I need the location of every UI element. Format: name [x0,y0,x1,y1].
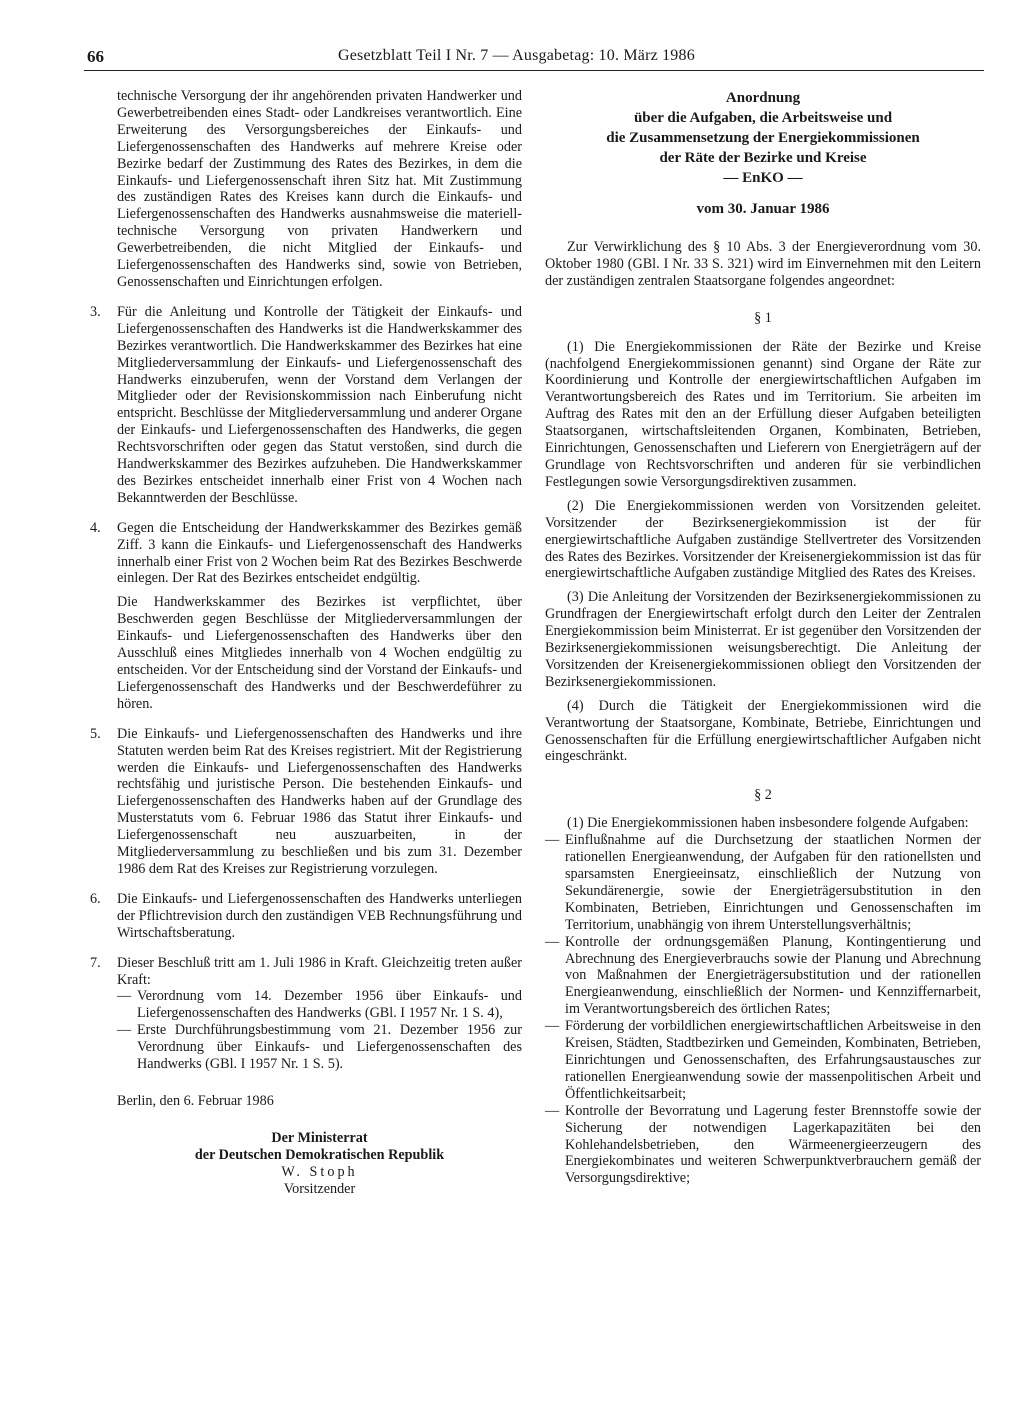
title-line: Anordnung [725,90,801,106]
repealed-text: Erste Durchführungsbestimmung vom 21. Dezember 1956 zur Verordnung über Einkaufs- und Liefergenossenschaften des Handwerks (GBl. I 1957 Nr. 1 S. 5). [137,1022,522,1073]
dash-marker: — [545,933,560,950]
repealed-text: Verordnung vom 14. Dezember 1956 über Einkaufs- und Liefergenossenschaften des Handwerks (GBl. I 1957 Nr. 1 S. 4), [137,988,522,1022]
item-text: Dieser Beschluß tritt am 1. Juli 1986 in Kraft. Gleichzeitig treten außer Kraft: [117,954,522,988]
title-line: über die Aufgaben, die Arbeitsweise und [633,110,893,126]
item-text: Für die Anleitung und Kontrolle der Tätigkeit der Einkaufs- und Liefergenossenschaften des Handwerks ist die Handwerkskammer des Bezirkes verantwortlich. Die Handwerkskammer des Bezirkes hat eine Mitgliederversammlung der Einkaufs- und Liefergenossenschaft des Handwerks einzuberufen, wenn der Vorstand dem Verlangen der Mitglieder oder der Revisionskommission nach Einberufung nicht entspricht. Beschlüsse der Mitgliederversammlung und anderer Organe der Einkaufs- und Liefergenossenschaften des Handwerks, die gegen Rechtsvorschriften oder gegen das Statut verstoßen, sind durch die Handwerkskammer des Bezirkes aufzuheben. Die Handwerkskammer des Bezirkes entscheidet innerhalb einer Frist von 4 Wochen nach Bekanntwerden der Beschlüsse. [117,303,522,506]
signature-block [117,1130,522,1198]
task-text: Förderung der vorbildlichen energiewirtschaftlichen Arbeitsweise in den Kreisen, Städten, Stadtbezirken und Gemeinden, Kombinaten, Betrieben, Einrichtungen und Genossenschaften, des Erfahrungsaustausches zur rationellen Energieanwendung sowie der massenpolitischen Arbeit und Öffentlichkeitsarbeit; [565,1018,981,1102]
item-number: 4. [90,519,101,536]
task-item [545,1103,981,1188]
ordinance-title [545,88,981,188]
section-paragraph: (2) Die Energiekommissionen werden von Vorsitzenden geleitet. Vorsitzender der Bezirksenergiekommission ist der für energiewirtschaftliche Aufgaben zuständige Stellvertreter des Vorsitzenden des Rates des Bezirkes. Vorsitzender der Kreisenergiekommission ist das für energiewirtschaftliche Aufgaben zuständige Mitglied des Rates des Kreises. [545,497,981,582]
signature-role: Vorsitzender [283,1180,356,1197]
item-number: 5. [90,725,101,742]
continued-paragraph: technische Versorgung der ihr angehörenden privaten Handwerker und Gewerbetreibenden eines Stadt- oder Landkreises verantwortlich. Eine Erweiterung des Versorgungsbereiches der Einkaufs- und Liefergenossenschaften des Handwerks auf mehrere Kreise oder Bezirke bedarf der Zustimmung des Rates des Bezirkes, in dem die Einkaufs- und Liefergenossenschaft ihren Sitz hat. Mit Zustimmung des zuständigen Rates des Kreises kann durch die Einkaufs- und Liefergenossenschaften des Handwerks ausnahmsweise die materiell-technische Versorgung von privaten Handwerkern und Gewerbetreibenden, die nicht Mitglied der Einkaufs- und Liefergenossenschaften des Handwerks sind, sowie von Betrieben, Genossenschaften und Einrichtungen erfolgen. [117,88,522,290]
signature-name: W. Stoph [281,1163,358,1180]
item-4 [90,519,522,713]
task-text: Einflußnahme auf die Durchsetzung der staatlichen Normen der rationellen Energieanwendung, der Aufgaben für den rationellsten und sparsamsten Energieeinsatz, einschließlich der Nutzung von Sekundärenergie, sowie der Energieträgersubstitution in den Kombinaten, Betrieben, Einrichtungen und Genossenschaften im Territorium, unabhängig von ihrem Unterstellungsverhältnis; [565,832,981,933]
place-date: Berlin, den 6. Februar 1986 [117,1092,274,1109]
title-line: die Zusammensetzung der Energiekommissionen [606,130,920,146]
item-7 [90,954,522,1073]
dash-marker: — [117,988,132,1005]
dash-marker: — [545,1102,560,1119]
repealed-item [117,1022,522,1073]
item-text: Die Einkaufs- und Liefergenossenschaften des Handwerks und ihre Statuten werden beim Rat des Kreises registriert. Mit der Registrierung werden die Einkaufs- und Liefergenossenschaften des Handwerks rechtsfähig und juristische Person. Die bestehenden Einkaufs- und Liefergenossenschaften des Handwerks haben auf der Grundlage des Musterstatuts vom 6. Februar 1986 das Statut ihrer Einkaufs- und Liefergenossenschaft neu auszuarbeiten, in der Mitgliederversammlung zu beschließen und bis zum 31. Dezember 1986 dem Rat des Kreises zur Registrierung vorzulegen. [117,725,522,877]
left-column [90,88,522,1197]
title-line: der Räte der Bezirke und Kreise [659,150,867,166]
item-text-2: Die Handwerkskammer des Bezirkes ist verpflichtet, über Beschwerden gegen Beschlüsse der Mitgliederversammlungen der Einkaufs- und Liefergenossenschaften des Handwerks über den Ausschluß eines Mitgliedes innerhalb von 4 Wochen endgültig zu entscheiden. Vor der Entscheidung sind der Vorstand der Einkaufs- und Liefergenossenschaft des Handwerks und der Beschwerdeführer zu hören. [117,594,522,712]
dash-marker: — [545,832,560,849]
section-paragraph: (1) Die Energiekommissionen der Räte der Bezirke und Kreise (nachfolgend Energiekommissionen genannt) sind Organe der Räte zur Koordinierung und Kontrolle der energiewirtschaftlichen Aufgaben im Verantwortungsbereich des Rates und im Territorium. Sie arbeiten im Auftrag des Rates mit den an der Erfüllung dieser Aufgaben beteiligten Staatsorganen, wirtschaftsleitenden Organen, Kombinaten, Betrieben, Einrichtungen, Genossenschaften und Lieferern von Energieträgern auf der Grundlage von Rechtsvorschriften und anderen für sie verbindlichen Festlegungen sowie Versorgungsdirektiven zusammen. [545,338,981,490]
item-5 [90,725,522,878]
item-3 [90,303,522,507]
section-paragraph: (3) Die Anleitung der Vorsitzenden der Bezirksenergiekommissionen zu Grundfragen der Energiewirtschaft erfolgt durch den Leiter der Zentralen Energiekommission beim Ministerrat. Er ist gegenüber den Vorsitzenden der Bezirksenergiekommissionen weisungsberechtigt. Die Anleitung der Vorsitzenden der Kreisenergiekommissionen obliegt den Vorsitzenden der Bezirksenergiekommissionen. [545,589,981,690]
title-abbreviation: — EnKO — [723,170,803,186]
task-item [545,832,981,933]
running-header: Gesetzblatt Teil I Nr. 7 — Ausgabetag: 10. März 1986 [338,47,695,64]
dash-marker: — [545,1018,560,1035]
item-text: Die Einkaufs- und Liefergenossenschaften des Handwerks unterliegen der Pflichtrevision durch den zuständigen VEB Rechnungsführung und Wirtschaftsberatung. [117,890,522,941]
preamble: Zur Verwirklichung des § 10 Abs. 3 der Energieverordnung vom 30. Oktober 1980 (GBl. I Nr. 33 S. 321) wird im Einvernehmen mit den Leitern der zuständigen zentralen Staatsorgane folgendes angeordnet: [545,239,981,289]
signature-org-2: der Deutschen Demokratischen Republik [194,1146,445,1163]
dash-marker: — [117,1022,132,1039]
signature-org: Der Ministerrat [271,1129,368,1146]
item-text: Gegen die Entscheidung der Handwerkskammer des Bezirkes gemäß Ziff. 3 kann die Einkaufs- und Liefergenossenschaft des Handwerks innerhalb einer Frist von 2 Wochen beim Rat des Bezirkes Beschwerde einlegen. Der Rat des Bezirkes entscheidet endgültig. [117,519,522,587]
section-heading: § 2 [754,787,772,804]
item-number: 7. [90,954,101,971]
right-column [545,88,981,1187]
task-item [545,934,981,1019]
header-rule [84,70,984,71]
section-paragraph: (4) Durch die Tätigkeit der Energiekommissionen wird die Verantwortung der Staatsorgane, Kombinate, Betriebe, Einrichtungen und Genossenschaften für die Erfüllung energiewirtschaftlicher Aufgaben nicht eingeschränkt. [545,697,981,765]
item-number: 3. [90,303,101,320]
item-6 [90,890,522,942]
section-heading: § 1 [754,309,772,326]
task-text: Kontrolle der ordnungsgemäßen Planung, Kontingentierung und Abrechnung des Energieverbrauchs sowie der Planung und Abrechnung von Maßnahmen der Energieträgersubstitution und der rationellen Energieanwendung, einschließlich der Normen- und Kennziffernarbeit, im Verantwortungsbereich des örtlichen Rates; [565,933,981,1018]
task-text: Kontrolle der Bevorratung und Lagerung fester Brennstoffe sowie der Sicherung der notwendigen Lagerkapazitäten bei den Kohlehandelsbetrieben, den Wärmeenergieerzeugern des Energiekombinates und weiteren Schwerpunktverbrauchern gemäß der Versorgungsdirektive; [565,1102,981,1187]
repealed-item [117,988,522,1022]
section-paragraph: (1) Die Energiekommissionen haben insbesondere folgende Aufgaben: [567,815,969,832]
task-item [545,1018,981,1103]
item-number: 6. [90,890,101,907]
ordinance-date: vom 30. Januar 1986 [696,201,830,217]
page-number: 66 [87,47,104,66]
